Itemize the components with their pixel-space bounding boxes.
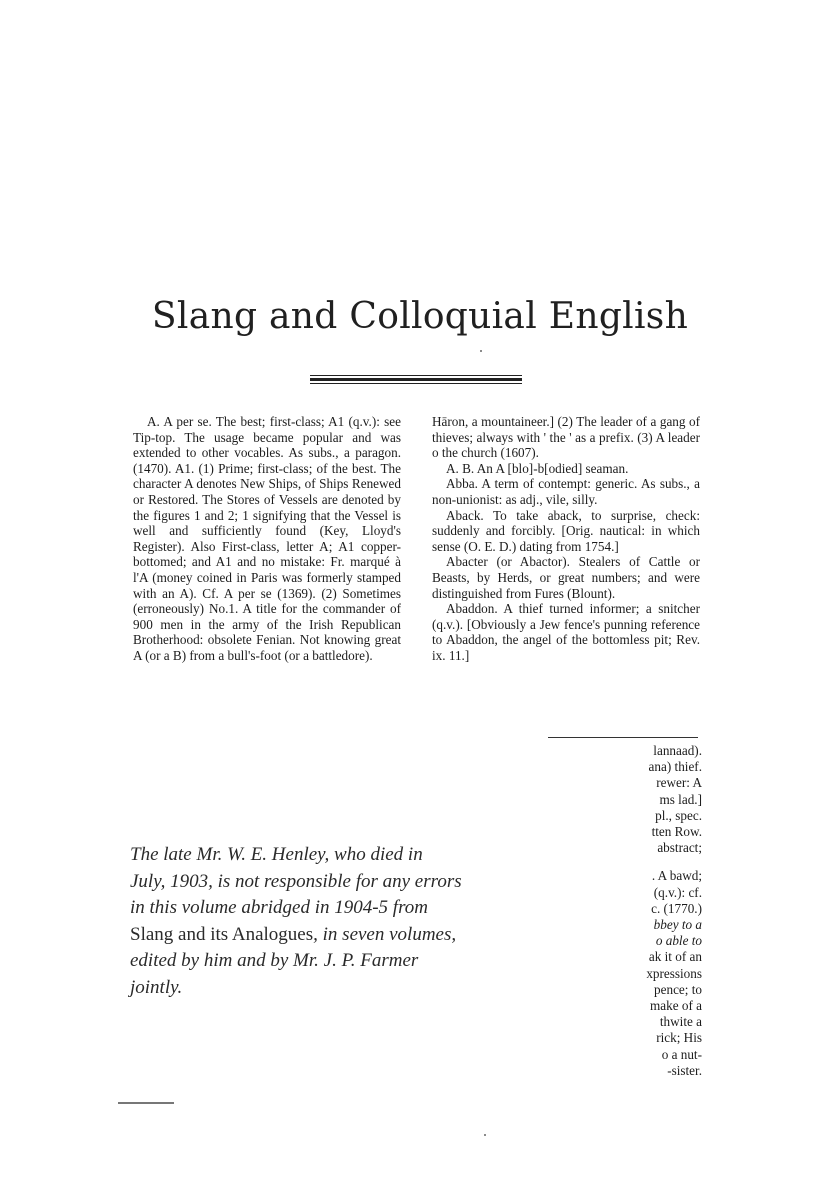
- dictionary-column-right: [432, 414, 700, 736]
- note-line: The late Mr. W. E. Henley, who died in: [130, 844, 423, 865]
- fragment-line: tten Row.: [651, 824, 702, 840]
- note-line: , in seven volumes,: [313, 923, 457, 945]
- speck: [480, 350, 482, 352]
- title-rule-thick: [310, 378, 522, 381]
- speck: [484, 1134, 486, 1136]
- fragment-line: thwite a: [659, 1014, 702, 1030]
- fragment-line: pence; to: [654, 981, 702, 997]
- page-title: Slang and Colloquial English: [151, 296, 689, 337]
- fragment-line: ms lad.]: [659, 791, 702, 807]
- entry-a-b: A. B. An A [blo]-b[odied] seaman.: [446, 460, 629, 476]
- fragment-line: -sister.: [667, 1062, 702, 1078]
- henley-note: [130, 842, 550, 1002]
- fragment-line: (q.v.): cf.: [653, 884, 702, 900]
- note-line: edited by him and by Mr. J. P. Farmer: [130, 950, 419, 972]
- fragment-line: rick; His: [656, 1030, 702, 1046]
- title-rule-top: [310, 375, 522, 376]
- fragment-line: abstract;: [657, 840, 702, 856]
- column-fade: [133, 730, 401, 738]
- fragment-line: o a nut-: [661, 1046, 702, 1062]
- fragment-line: xpressions: [646, 965, 702, 981]
- fragment-line: c. (1770.): [651, 900, 702, 916]
- fragment-line: o able to: [655, 933, 702, 949]
- fragment-line: rewer: A: [656, 775, 702, 791]
- title-rule-bottom: [310, 383, 522, 384]
- entry-abba: Abba. A term of contempt: generic. As subs., a non-unionist: as adj., vile, silly.: [432, 476, 700, 507]
- entry-continuation: Hāron, a mountaineer.] (2) The leader of a gang of thieves; always with ' the ' as a prefix. (3) A leader o the church (1607).: [432, 414, 700, 461]
- fragment-line: bbey to a: [653, 917, 702, 933]
- column-end-rule: [548, 737, 698, 738]
- cropped-column-fragments: [618, 743, 702, 1079]
- fragment-gap: [618, 856, 702, 868]
- note-line: jointly.: [130, 976, 183, 998]
- fragment-line: ana) thief.: [648, 759, 702, 775]
- fragment-line: . A bawd;: [651, 868, 702, 884]
- fragment-line: ak it of an: [648, 949, 702, 965]
- fragment-line: lannaad).: [653, 743, 702, 758]
- bottom-mark: [118, 1102, 174, 1104]
- note-book-title: Slang and its Analogues: [130, 923, 314, 945]
- note-line: in this volume abridged in 1904-5 from: [130, 897, 428, 919]
- note-line: July, 1903, is not responsible for any errors: [130, 870, 462, 892]
- dictionary-column-left: [133, 414, 401, 736]
- entry-abaddon: Abaddon. A thief turned informer; a snitcher (q.v.). [Obviously a Jew fence's punning reference to Abaddon, the angel of the bottomless pit; Rev. ix. 11.]: [432, 601, 700, 663]
- entry-aback: Aback. To take aback, to surprise, check: suddenly and forcibly. [Orig. nautical: in which sense (O. E. D.) dating from 1754.]: [432, 507, 700, 554]
- entry-abacter: Abacter (or Abactor). Stealers of Cattle or Beasts, by Herds, or great numbers; and were distinguished from Fures (Blount).: [432, 554, 700, 601]
- fragment-line: pl., spec.: [655, 807, 702, 823]
- fragment-line: make of a: [650, 998, 702, 1014]
- entry-a-per-se: A. A per se. The best; first-class; A1 (q.v.): see Tip-top. The usage became popular and was extended to other vocables. As subs., a paragon. (1470). A1. (1) Prime; first-class; of the best. The character A denotes New Ships, of Ships Renewed or Restored. The Stores of Vessels are denoted by the figures 1 and 2; 1 signifying that the Vessel is well and sufficiently found (Key, Lloyd's Register). Also First-class, letter A; A1 copper-bottomed; and A1 and no mistake: Fr. marqué à l'A (money coined in Paris was formerly stamped with an A). Cf. A per se (1369). (2) Sometimes (erroneously) No.1. A title for the commander of 900 men in the army of the Irish Republican Brotherhood: obsolete Fenian. Not knowing great A (or a B) from a bull's-foot (or a battledore).: [133, 414, 401, 663]
